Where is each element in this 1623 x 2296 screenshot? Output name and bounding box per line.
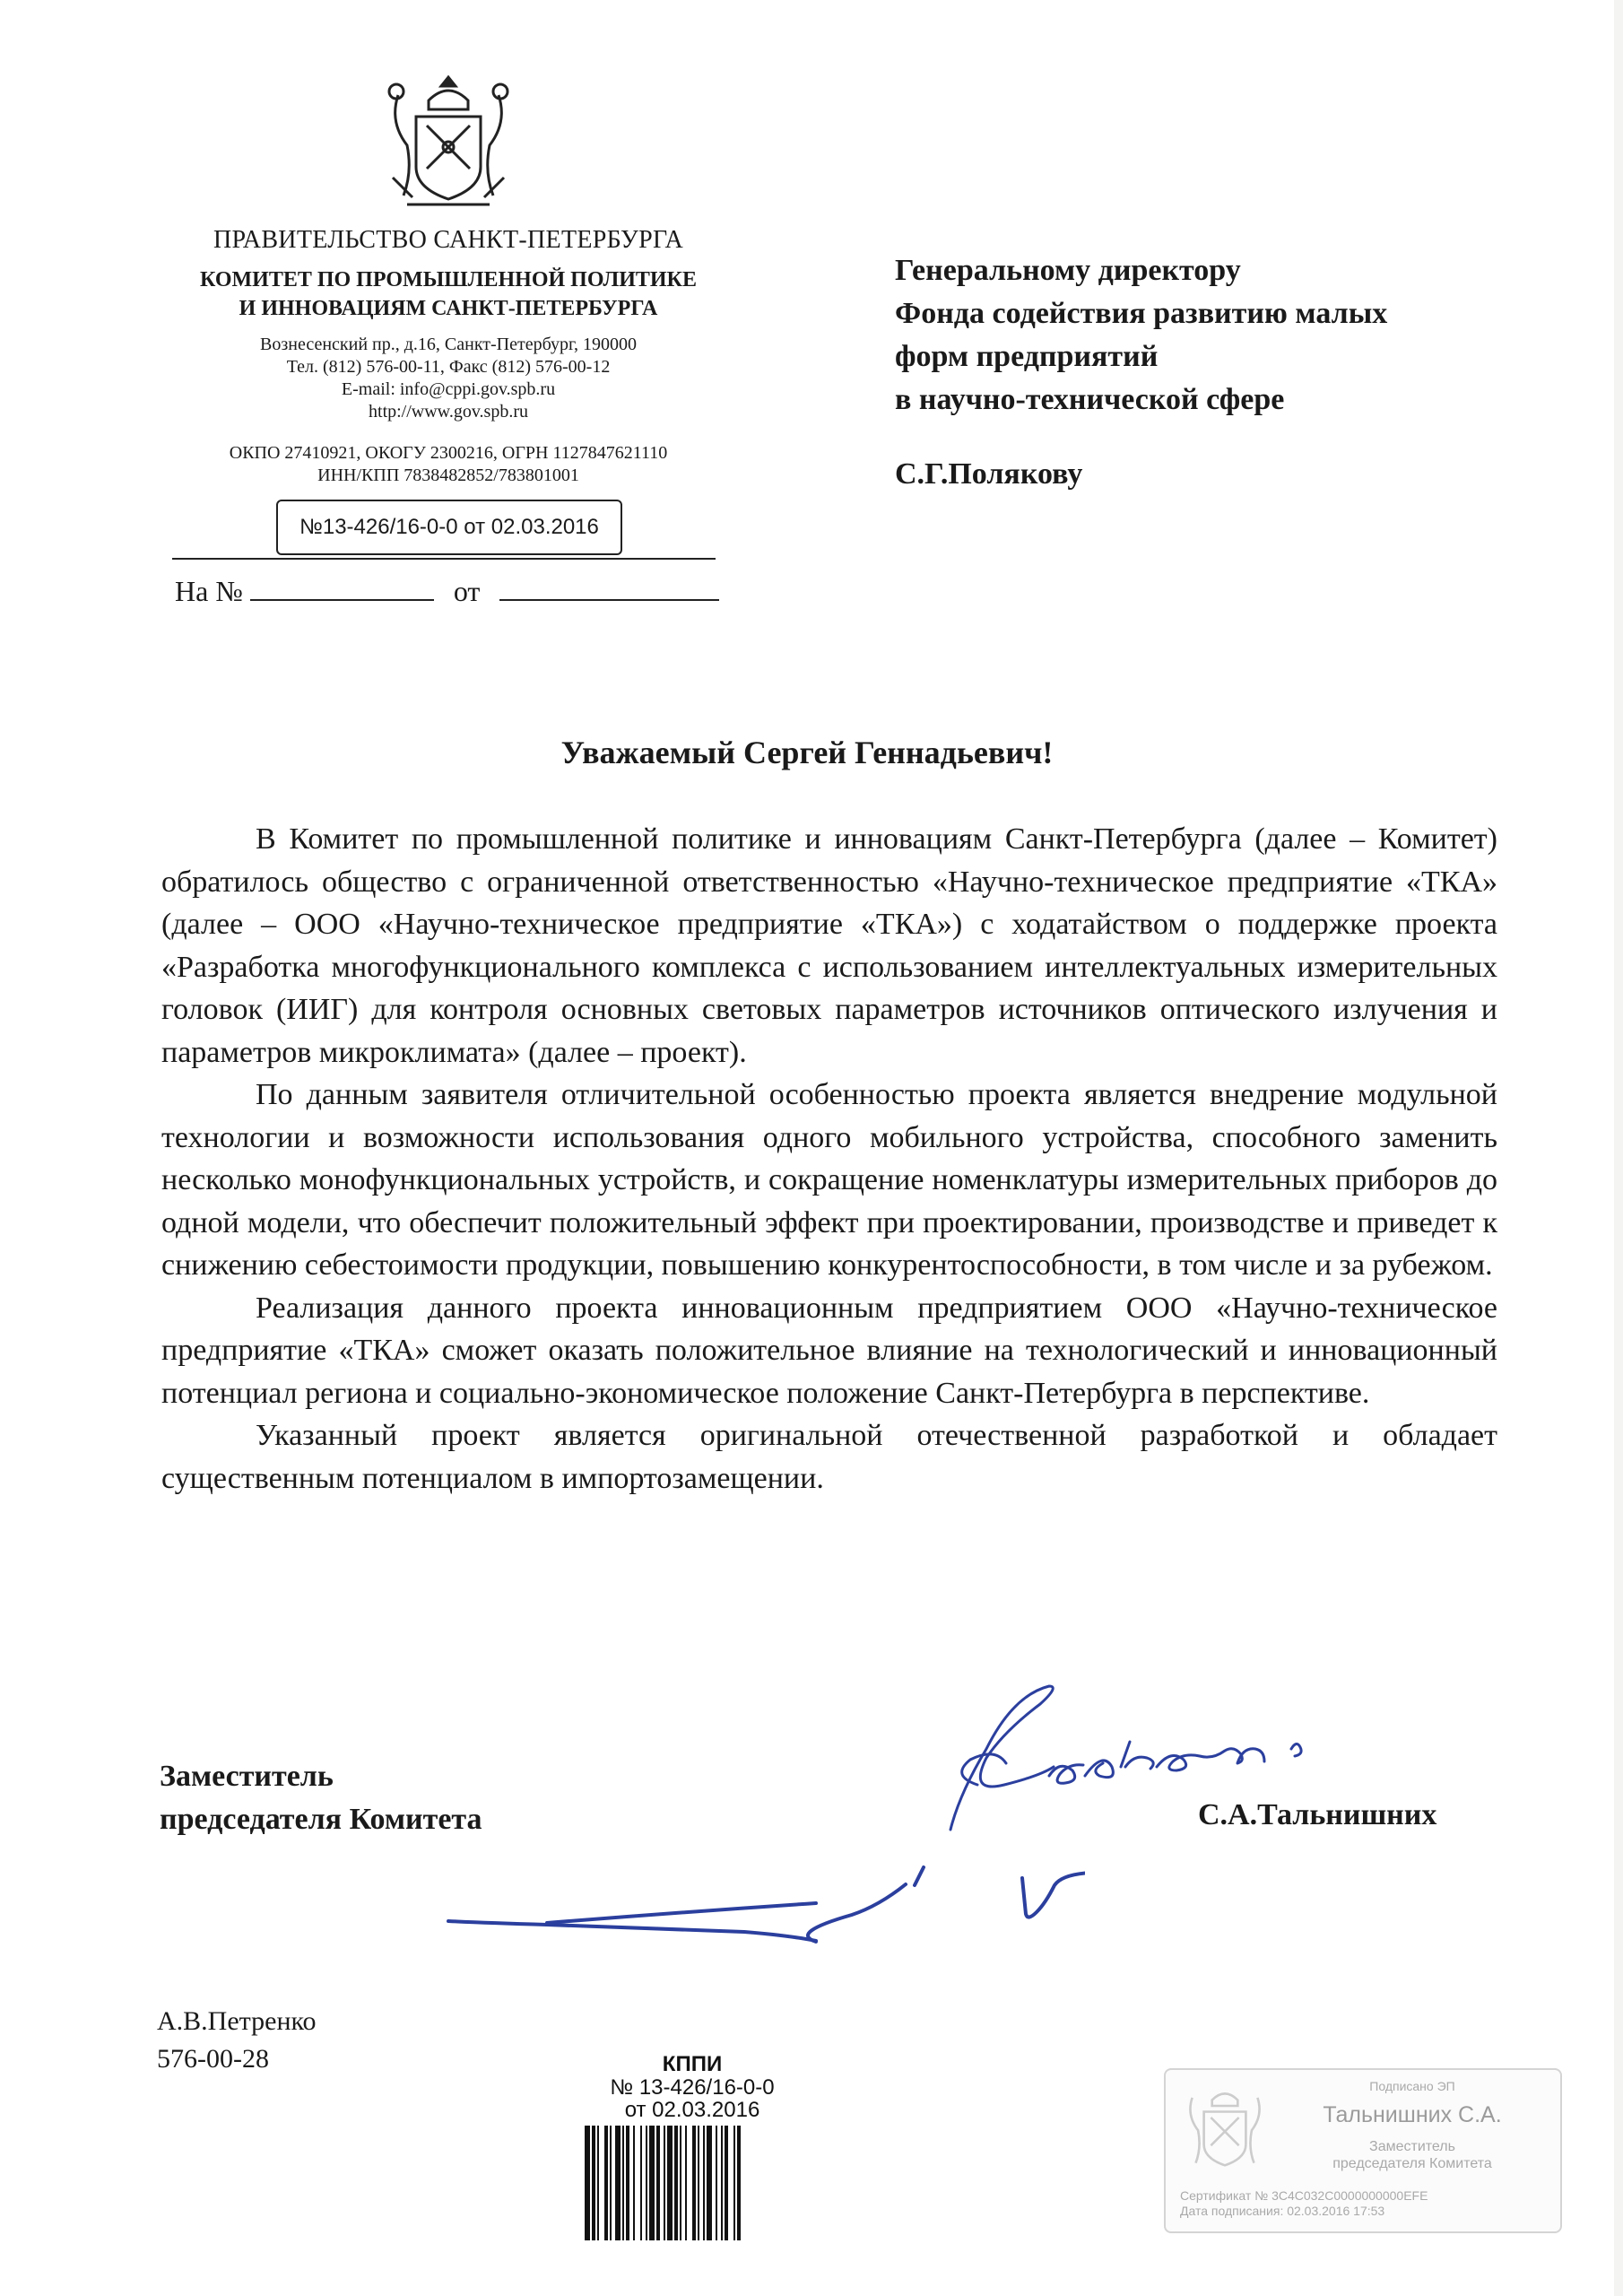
e-signature-label: Подписано ЭП <box>1369 2079 1455 2093</box>
coat-of-arms-icon <box>1178 2083 1271 2176</box>
e-signature-certificate-number: Сертификат № 3C4C032C0000000000EFE <box>1180 2188 1428 2203</box>
barcode-number: № 13-426/16-0-0 <box>610 2075 775 2100</box>
letter-body <box>161 818 1497 1500</box>
approval-signature <box>439 1857 1085 1991</box>
reference-label: На № <box>175 575 243 607</box>
committee-website: http://www.gov.spb.ru <box>369 402 528 422</box>
committee-phone: Тел. (812) 576-00-11, Факс (812) 576-00-12 <box>286 357 611 377</box>
committee-okpo: ОКПО 27410921, ОКОГУ 2300216, ОГРН 1127847621110 <box>229 443 668 463</box>
e-signature-date: Дата подписания: 02.03.2016 17:53 <box>1180 2204 1385 2218</box>
addressee-line: форм предприятий <box>895 340 1159 373</box>
barcode-icon <box>583 2126 805 2240</box>
e-signature-position-line2: председателя Комитета <box>1332 2156 1492 2171</box>
committee-name <box>135 265 762 323</box>
committee-name-line2: И ИННОВАЦИЯМ САНКТ-ПЕТЕРБУРГА <box>239 297 658 320</box>
executor-block <box>157 2003 317 2078</box>
committee-contacts <box>135 334 762 423</box>
barcode-date: от 02.03.2016 <box>624 2098 760 2122</box>
coat-of-arms-icon <box>377 70 520 213</box>
addressee-line: Фонда содействия развитию малых <box>895 297 1388 330</box>
addressee-line: в научно-технической сфере <box>895 383 1285 416</box>
committee-email: E-mail: info@cppi.gov.spb.ru <box>341 379 556 399</box>
body-paragraph: По данным заявителя отличительной особенностью проекта является внедрение модульной технологии и возможности использования одного мобильного устройства, способного заменить несколько монофункциональных устройств, и сокращение номенклатуры измерительных приборов до одной модели, что обеспечит положительный эффект при проектировании, производстве и приведет к снижению себестоимости продукции, повышению конкурентоспособности, в том числе и за рубежом. <box>161 1078 1497 1282</box>
addressee-block <box>895 249 1387 422</box>
reference-date-blank <box>499 570 719 601</box>
barcode-caption <box>468 2052 916 2121</box>
reference-line <box>175 570 719 608</box>
body-paragraph: Реализация данного проекта инновационным предприятием ООО «Научно-техническое предприятие «ТКА» сможет оказать положительное влияние на технологический и инновационный потенциал региона и социально-экономическое положение Санкт-Петербурга в перспективе. <box>161 1291 1497 1410</box>
addressee-name: С.Г.Полякову <box>895 457 1083 491</box>
e-signature-name: Тальнишних С.А. <box>1323 2102 1502 2127</box>
committee-codes <box>135 442 762 487</box>
e-signature-position-line1: Заместитель <box>1369 2139 1455 2154</box>
body-paragraph: В Комитет по промышленной политике и инновациям Санкт-Петербурга (далее – Комитет) обратилось общество с ограниченной ответственностью «Научно-техническое предприятие «ТКА» (далее – ООО «Научно-техническое предприятие «ТКА») с ходатайством о поддержке проекта «Разработка многофункционального комплекса с использованием интеллектуальных измерительных головок (ИИГ) для контроля основных световых параметров источников оптического излучения и параметров микроклимата» (далее – проект). <box>161 822 1497 1069</box>
reference-from-label: от <box>453 575 481 607</box>
registration-underline <box>172 558 716 560</box>
committee-name-line1: КОМИТЕТ ПО ПРОМЫШЛЕННОЙ ПОЛИТИКЕ <box>200 268 697 291</box>
e-signature-position <box>1273 2138 1551 2172</box>
handwritten-signature <box>915 1677 1327 1848</box>
signatory-title <box>160 1755 482 1841</box>
body-paragraph: Указанный проект является оригинальной отечественной разработкой и обладает существенным потенциалом в импортозамещении. <box>161 1419 1497 1495</box>
barcode-org: КППИ <box>662 2052 723 2076</box>
signatory-title-line1: Заместитель <box>160 1760 334 1793</box>
signatory-title-line2: председателя Комитета <box>160 1803 482 1836</box>
addressee-line: Генеральному директору <box>895 254 1241 287</box>
committee-address: Вознесенский пр., д.16, Санкт-Петербург, 190000 <box>260 335 637 354</box>
greeting: Уважаемый Сергей Геннадьевич! <box>560 735 1054 770</box>
executor-phone: 576-00-28 <box>157 2044 269 2074</box>
barcode-sticker <box>468 2043 916 2254</box>
electronic-signature-stamp <box>1164 2068 1562 2233</box>
government-name: ПРАВИТЕЛЬСТВО САНКТ-ПЕТЕРБУРГА <box>213 226 683 254</box>
e-signature-certificate <box>1180 2188 1428 2219</box>
executor-name: А.В.Петренко <box>157 2006 317 2036</box>
signatory-name: С.А.Тальнишних <box>1198 1798 1437 1831</box>
registration-number-stamp: №13-426/16-0-0 от 02.03.2016 <box>276 500 622 555</box>
reference-number-blank <box>250 570 434 601</box>
committee-inn: ИНН/КПП 7838482852/783801001 <box>317 465 579 485</box>
